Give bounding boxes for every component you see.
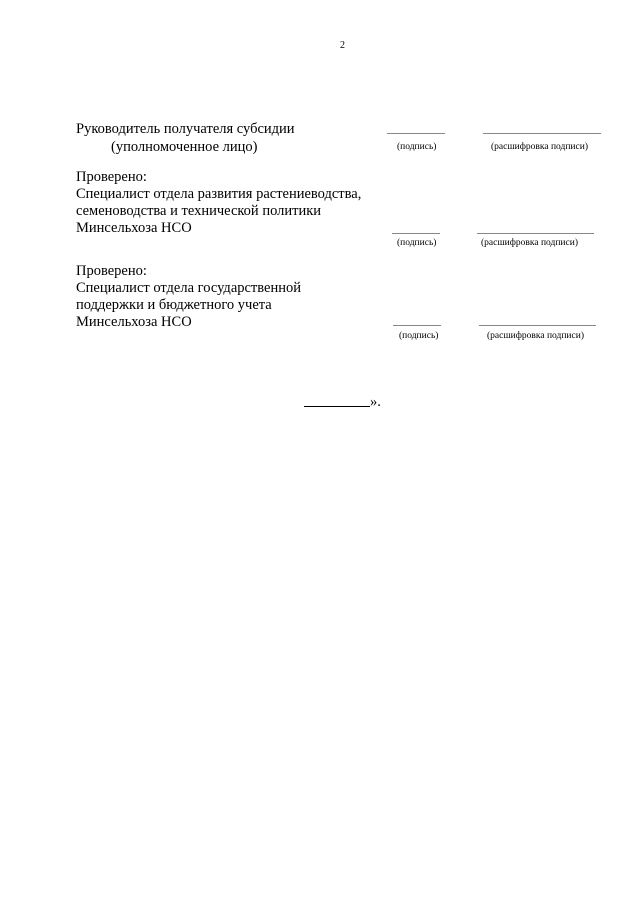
block3-decoding-caption: (расшифровка подписи) <box>487 331 584 341</box>
block1-decoding-line <box>483 133 601 134</box>
block2-line2: семеноводства и технической политики <box>76 203 322 219</box>
block3-line3: Минсельхоза НСО <box>76 314 192 330</box>
block1-signature-line <box>387 133 445 134</box>
closing-underline <box>304 406 370 407</box>
block3-signature-caption: (подпись) <box>399 331 439 341</box>
block2-decoding-line <box>477 233 594 234</box>
block2-line3: Минсельхоза НСО <box>76 220 192 236</box>
block1-decoding-caption: (расшифровка подписи) <box>491 142 588 152</box>
page-number: 2 <box>340 40 345 51</box>
block2-signature-line <box>392 233 440 234</box>
block3-decoding-line <box>479 325 596 326</box>
block3-line1: Специалист отдела государственной <box>76 280 301 296</box>
block1-title-line1: Руководитель получателя субсидии <box>76 121 295 137</box>
block3-checked-label: Проверено: <box>76 263 147 279</box>
block2-signature-caption: (подпись) <box>397 238 437 248</box>
block1-signature-caption: (подпись) <box>397 142 437 152</box>
block1-title-line2: (уполномоченное лицо) <box>111 139 258 155</box>
closing-mark: ». <box>370 394 381 410</box>
block3-line2: поддержки и бюджетного учета <box>76 297 272 313</box>
block2-line1: Специалист отдела развития растениеводства, <box>76 186 362 202</box>
block2-decoding-caption: (расшифровка подписи) <box>481 238 578 248</box>
block2-checked-label: Проверено: <box>76 169 147 185</box>
block3-signature-line <box>393 325 441 326</box>
